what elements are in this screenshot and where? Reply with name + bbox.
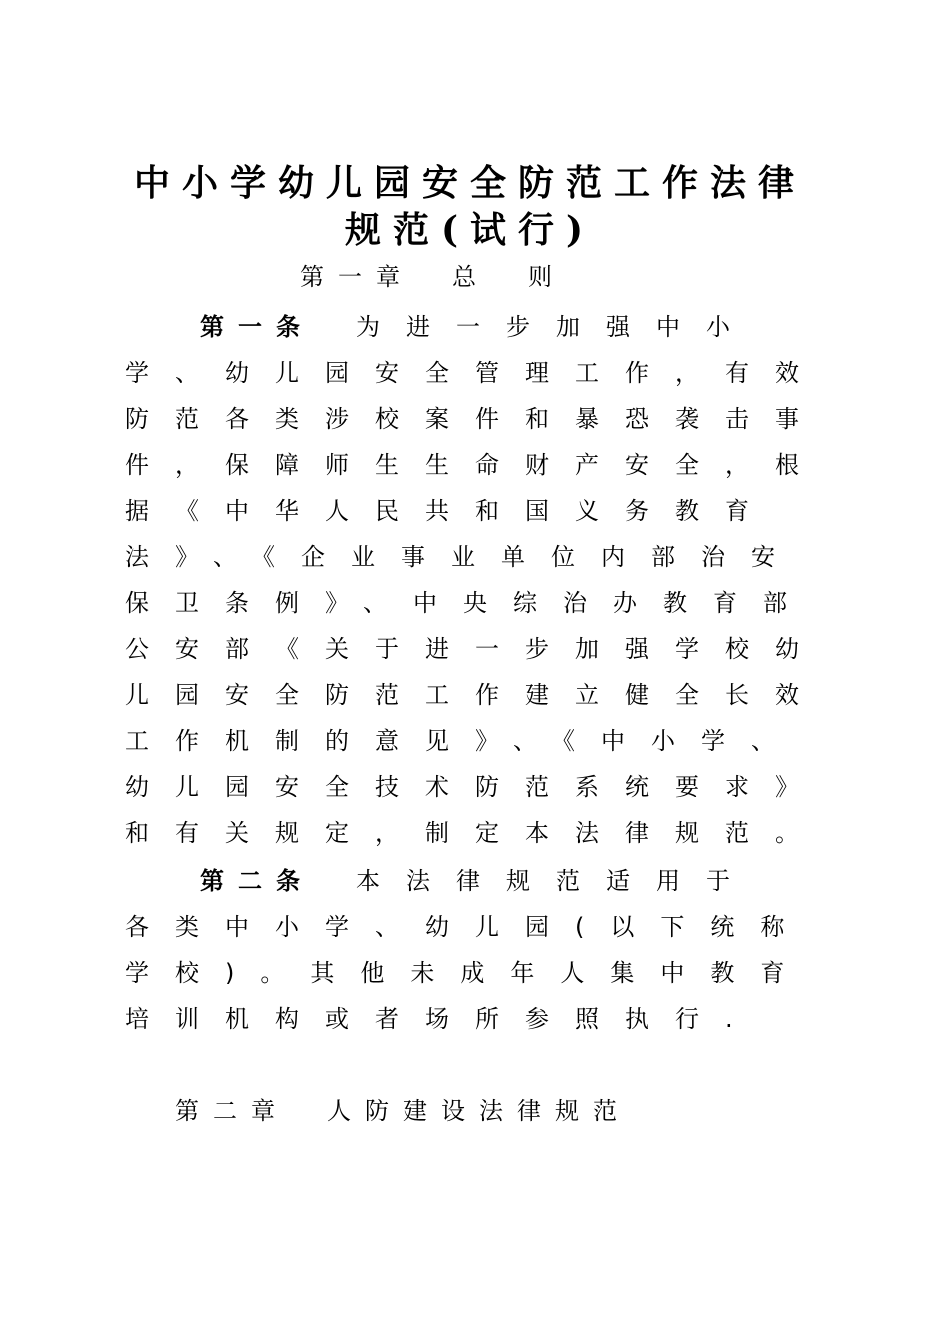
article-1-line: 为进一步加强中小 bbox=[356, 313, 756, 341]
article-1-line: 防范各类涉校案件和暴恐袭击事 bbox=[125, 405, 825, 433]
article-1-line: 件，保障师生生命财产安全，根 bbox=[125, 451, 825, 479]
article-1-line: 学、幼儿园安全管理工作，有效 bbox=[125, 359, 825, 387]
article-2-line: 本法律规范适用于 bbox=[356, 867, 756, 895]
article-1-first-line bbox=[200, 310, 880, 344]
article-2-line: 学校)。其他未成年人集中教育 bbox=[125, 959, 811, 987]
article-1-line: 工作机制的意见》、《中小学、 bbox=[125, 727, 801, 755]
document-title-line-2: 规范(试行) bbox=[344, 209, 596, 251]
article-2-label: 第二条 bbox=[200, 867, 314, 895]
article-1-line: 幼儿园安全技术防范系统要求》 bbox=[125, 773, 825, 801]
article-2-line: 培训机构或者场所参照执行. bbox=[125, 1005, 759, 1033]
article-2-first-line bbox=[200, 864, 880, 898]
article-1-line: 据《中华人民共和国义务教育 bbox=[125, 497, 775, 525]
chapter-1-heading: 第一章 总 则 bbox=[300, 263, 566, 291]
article-1-line: 公安部《关于进一步加强学校幼 bbox=[125, 635, 825, 663]
document-title-line-1: 中小学幼儿园安全防范工作法律 bbox=[133, 162, 806, 204]
article-1-line: 法》、《企业事业单位内部治安 bbox=[125, 543, 801, 571]
article-1-label: 第一条 bbox=[200, 313, 314, 341]
chapter-2-heading: 第二章 人防建设法律规范 bbox=[175, 1097, 631, 1125]
article-1-line: 和有关规定，制定本法律规范。 bbox=[125, 819, 825, 847]
article-1-line: 儿园安全防范工作建立健全长效 bbox=[125, 681, 825, 709]
article-2-line: 各类中小学、幼儿园(以下统称 bbox=[125, 913, 811, 941]
article-1-line: 保卫条例》、中央综治办教育部 bbox=[125, 589, 813, 617]
